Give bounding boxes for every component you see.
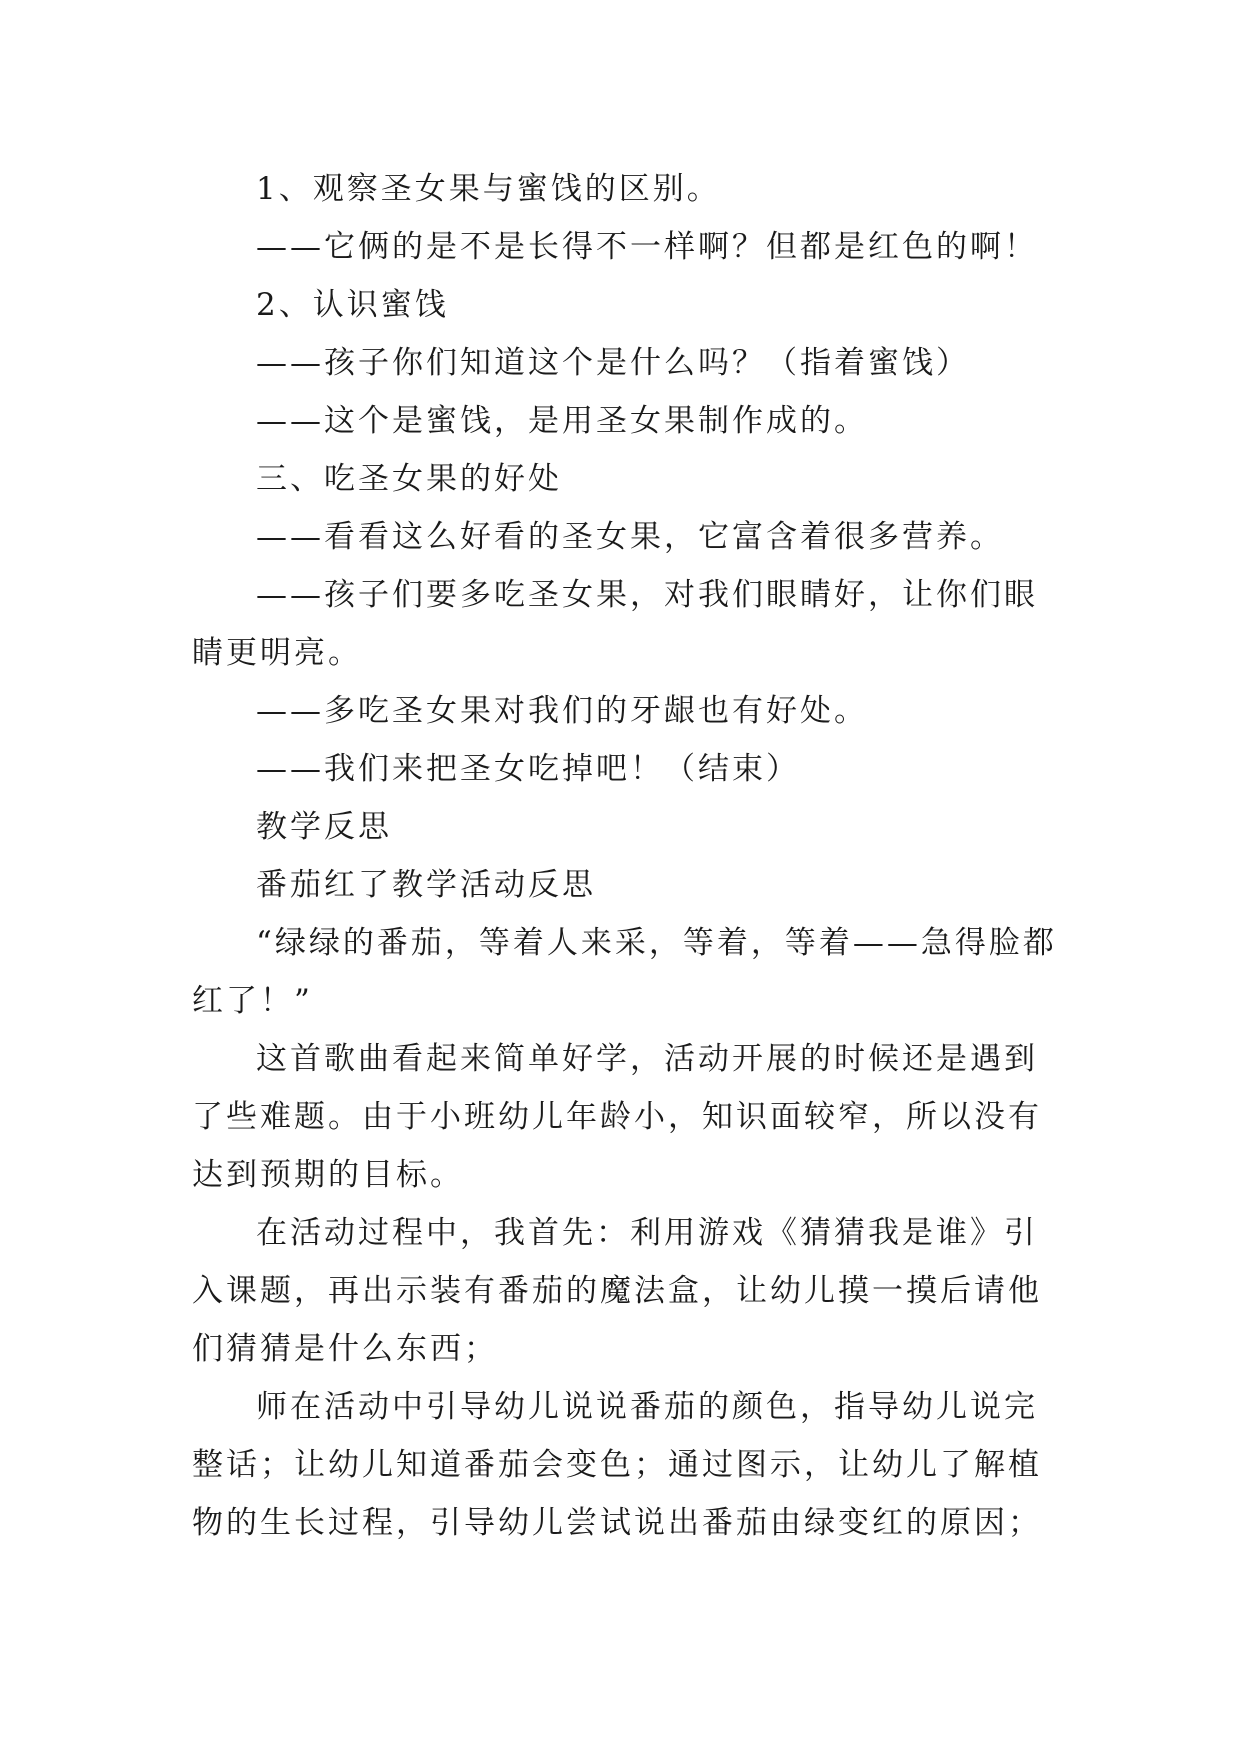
section-title: 番茄红了教学活动反思 <box>256 867 596 903</box>
section-heading: 教学反思 <box>256 809 392 845</box>
paragraph: 2、认识蜜饯 <box>256 287 449 323</box>
paragraph: 这首歌曲看起来简单好学，活动开展的时候还是遇到了些难题。由于小班幼儿年龄小，知识面较窄，所以没有达到预期的目标。 <box>192 1041 1042 1193</box>
paragraph: ——它俩的是不是长得不一样啊？但都是红色的啊！ <box>256 229 1038 265</box>
document-body <box>192 160 1060 1552</box>
quote-paragraph: “绿绿的番茄，等着人来采，等着，等着——急得脸都红了！” <box>192 925 1057 1019</box>
paragraph: ——这个是蜜饯，是用圣女果制作成的。 <box>256 403 868 439</box>
section-heading: 三、吃圣女果的好处 <box>256 461 562 497</box>
paragraph: ——孩子你们知道这个是什么吗？（指着蜜饯） <box>256 345 970 381</box>
paragraph: ——孩子们要多吃圣女果，对我们眼睛好，让你们眼睛更明亮。 <box>192 577 1038 671</box>
paragraph: ——我们来把圣女吃掉吧！（结束） <box>256 751 800 787</box>
paragraph: ——看看这么好看的圣女果，它富含着很多营养。 <box>256 519 1004 555</box>
paragraph: 1、观察圣女果与蜜饯的区别。 <box>256 171 721 207</box>
paragraph: 在活动过程中，我首先：利用游戏《猜猜我是谁》引入课题，再出示装有番茄的魔法盒，让幼儿摸一摸后请他们猜猜是什么东西； <box>192 1215 1042 1367</box>
paragraph: ——多吃圣女果对我们的牙龈也有好处。 <box>256 693 868 729</box>
paragraph: 师在活动中引导幼儿说说番茄的颜色，指导幼儿说完整话；让幼儿知道番茄会变色；通过图示，让幼儿了解植物的生长过程，引导幼儿尝试说出番茄由绿变红的原因； <box>192 1389 1042 1541</box>
